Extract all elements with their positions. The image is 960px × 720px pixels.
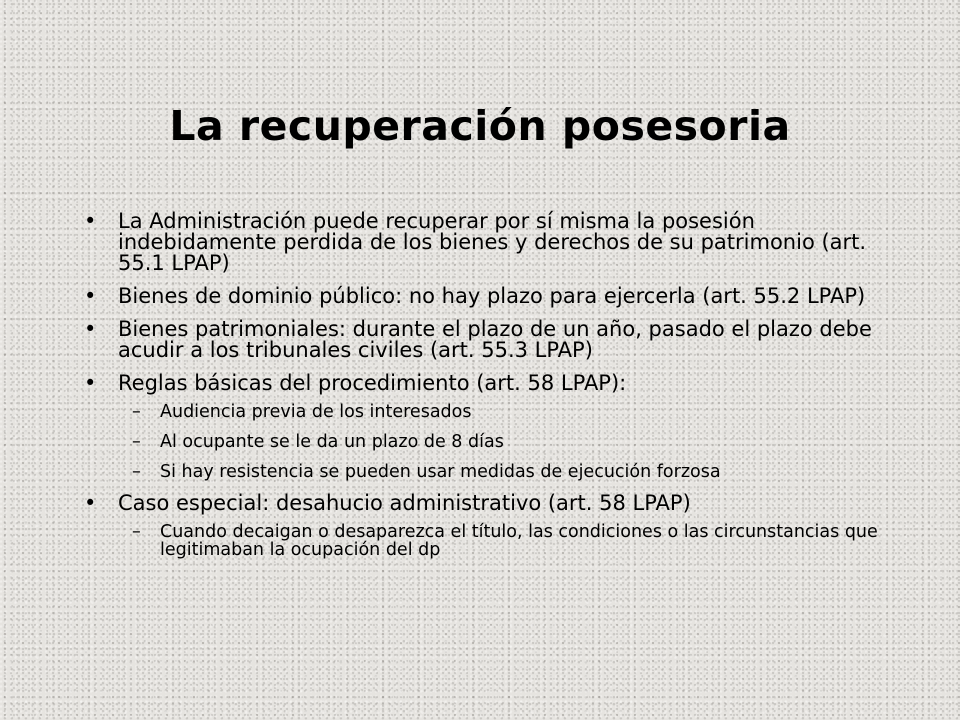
sub-bullet-text: Al ocupante se le da un plazo de 8 días	[160, 432, 504, 452]
bullet-item	[84, 373, 884, 481]
sub-bullet-item	[118, 523, 884, 559]
sub-bullet-item	[118, 403, 884, 421]
sub-bullet-text: Audiencia previa de los interesados	[160, 402, 472, 422]
bullet-list	[84, 211, 884, 559]
bullet-item	[84, 493, 884, 559]
bullet-item	[84, 211, 884, 274]
slide-title: La recuperación posesoria	[169, 102, 791, 150]
sub-bullet-list	[118, 403, 884, 481]
bullet-item	[84, 286, 884, 307]
bullet-text: Bienes de dominio público: no hay plazo para ejercerla (art. 55.2 LPAP)	[118, 284, 866, 308]
sub-bullet-item	[118, 463, 884, 481]
sub-bullet-text: Cuando decaigan o desaparezca el título, las condiciones o las circunstancias que legitimaban la ocupación del dp	[160, 522, 878, 560]
bullet-text: Caso especial: desahucio administrativo (art. 58 LPAP)	[118, 491, 691, 515]
sub-bullet-list	[118, 523, 884, 559]
bullet-text: Reglas básicas del procedimiento (art. 58 LPAP):	[118, 371, 627, 395]
bullet-item	[84, 319, 884, 361]
bullet-text: La Administración puede recuperar por sí misma la posesión indebidamente perdida de los bienes y derechos de su patrimonio (art. 55.1 LPAP)	[118, 209, 867, 275]
slide-content	[84, 211, 884, 571]
sub-bullet-text: Si hay resistencia se pueden usar medidas de ejecución forzosa	[160, 462, 721, 482]
bullet-text: Bienes patrimoniales: durante el plazo de un año, pasado el plazo debe acudir a los tribunales civiles (art. 55.3 LPAP)	[118, 317, 872, 362]
sub-bullet-item	[118, 433, 884, 451]
